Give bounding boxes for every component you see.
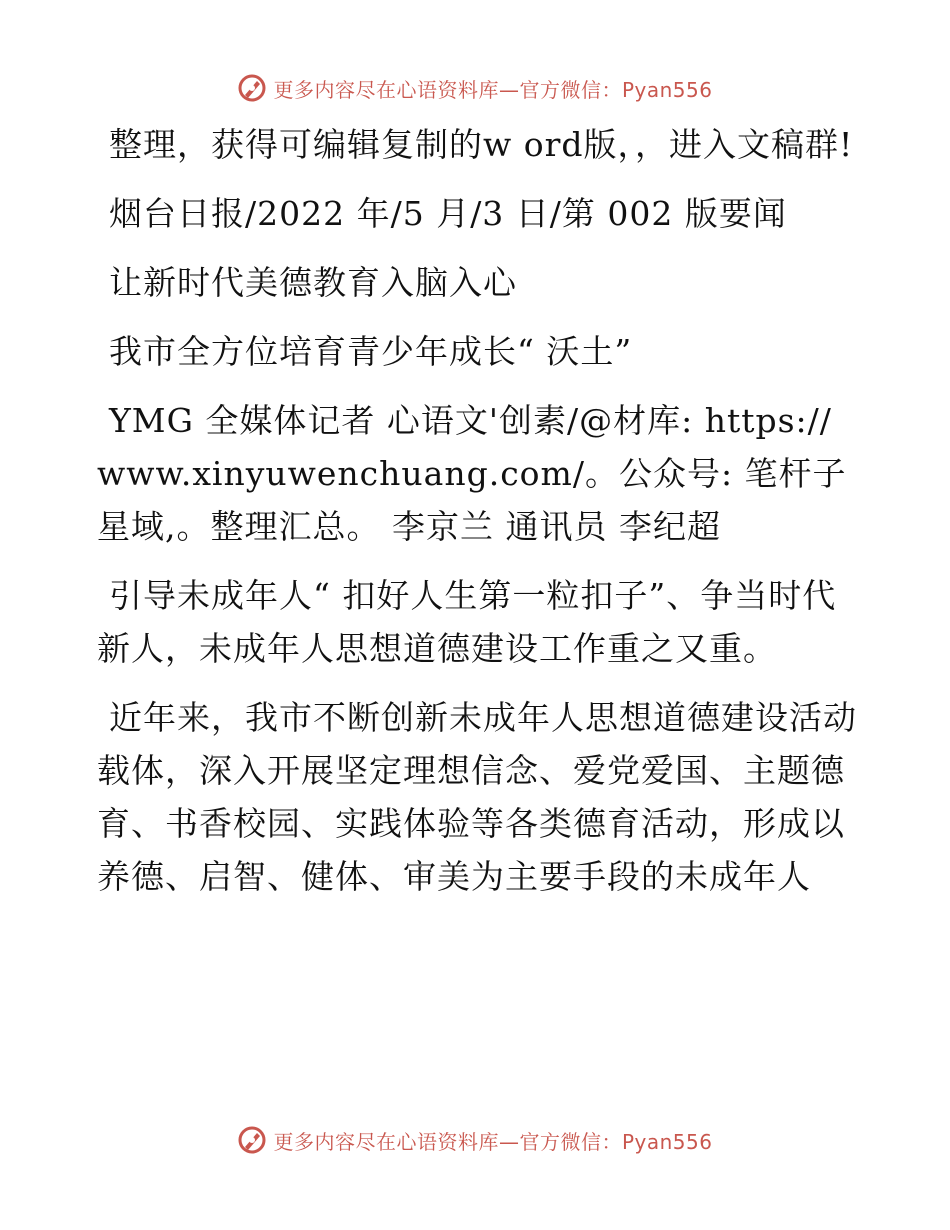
paragraph-source: 烟台日报/2022 年/5 月/3 日/第 002 版要闻 [109,194,787,233]
watermark-text: 更多内容尽在心语资料库—官方微信：Pyan556 [273,77,713,102]
paragraph-title: 让新时代美德教育入脑入心 [109,263,517,302]
paragraph-subtitle: 我市全方位培育青少年成长“ 沃土” [109,332,633,371]
paragraph-byline: YMG 全媒体记者 心语文'创素/@材库: https://www.xinyuwenchuang.com/。公众号: 笔杆子星域,。整理汇总。 李京兰 通讯员 李纪超 [97,401,847,546]
paragraph-body: 近年来，我市不断创新未成年人思想道德建设活动载体，深入开展坚定理想信念、爱党爱国、主题德育、书香校园、实践体验等各类德育活动，形成以养德、启智、健体、审美为主要手段的未成年人 [97,698,857,896]
watermark-text: 更多内容尽在心语资料库—官方微信：Pyan556 [273,1129,713,1154]
document-body [97,118,857,919]
footer-watermark [0,1120,950,1160]
paragraph-intro: 整理，获得可编辑复制的w ord版，，进入文稿群! [109,125,854,164]
pen-logo-icon [237,73,267,103]
pen-logo-icon [237,1125,267,1155]
paragraph-lead: 引导未成年人“ 扣好人生第一粒扣子”、争当时代新人，未成年人思想道德建设工作重之又重。 [97,576,837,668]
header-watermark [0,68,950,108]
